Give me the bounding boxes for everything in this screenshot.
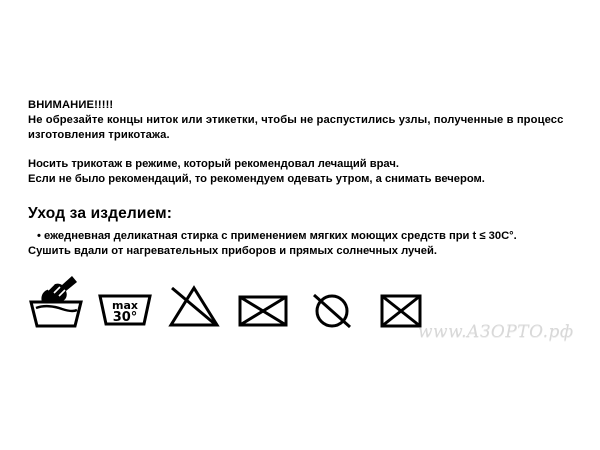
wear-instructions-block [28,157,576,187]
do-not-bleach-icon [166,272,222,330]
warning-text: Не обрезайте концы ниток или этикетки, чтобы не распустились узлы, полученные в процесс изготовления трикотажа. [28,114,564,141]
wear-instruction-line-2: Если не было рекомендаций, то рекомендуем одевать утром, а снимать вечером. [28,173,485,185]
text-content [28,98,576,259]
care-instructions-block [28,229,576,259]
do-not-tumble-dry-icon [235,272,291,330]
wear-instruction-line-1: Носить трикотаж в режиме, который рекомендовал лечащий врач. [28,158,399,170]
do-not-dry-clean-icon [304,272,360,330]
watermark: www.AЗOPTO.рф [418,322,574,342]
care-bullet-line: • ежедневная деликатная стирка с применением мягких моющих средств при t ≤ 30С°. [37,230,517,242]
svg-text:max: max [112,299,138,312]
care-heading: Уход за изделием: [28,205,173,222]
hand-wash-icon [28,272,84,330]
care-symbols-row [28,268,448,330]
wash-max-30-icon [97,272,153,330]
warning-title: ВНИМАНИЕ!!!!! [28,99,114,111]
warning-block [28,98,576,143]
svg-text:30°: 30° [112,310,138,325]
care-extra-line: Сушить вдали от нагревательных приборов и прямых солнечных лучей. [28,245,437,258]
